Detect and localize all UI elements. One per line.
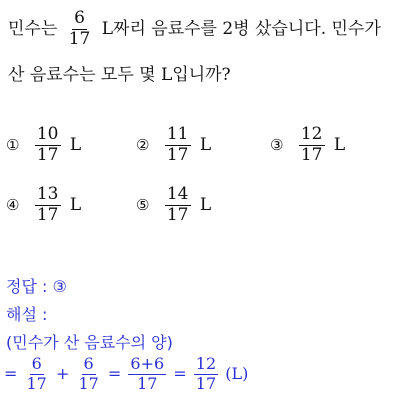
fraction-numerator: 6 (31, 354, 42, 373)
option-marker: ⑤ (136, 195, 150, 214)
option-3[interactable] (270, 126, 345, 165)
option-unit: L (333, 134, 346, 155)
fraction-numerator: 11 (166, 124, 189, 144)
option-fraction (165, 186, 191, 225)
calc-fraction-3 (128, 356, 166, 393)
fraction-denominator: 17 (78, 373, 99, 393)
question-fraction (67, 10, 93, 49)
option-5[interactable] (136, 186, 211, 225)
fraction-denominator: 17 (195, 373, 217, 393)
fraction-denominator: 17 (36, 204, 59, 225)
fraction-numerator: 6+6 (130, 354, 165, 373)
equals-sign: = (173, 363, 187, 383)
equals-sign: = (4, 363, 18, 383)
option-fraction (299, 126, 325, 165)
option-unit: L (69, 194, 82, 215)
fraction-numerator: 6 (74, 8, 85, 28)
calculation-line (4, 356, 248, 393)
question-line-2 (8, 60, 231, 85)
answer-value: ③ (52, 277, 67, 296)
option-4[interactable] (6, 186, 81, 225)
answer-line (6, 274, 67, 297)
fraction-denominator: 17 (36, 144, 59, 165)
calc-fraction-2 (76, 356, 100, 393)
option-marker: ③ (270, 135, 284, 154)
equals-sign: = (107, 363, 122, 383)
fraction-numerator: 13 (36, 184, 59, 204)
option-fraction (35, 186, 61, 225)
explanation-label: 해설 : (6, 305, 48, 324)
option-unit: L (199, 134, 212, 155)
option-fraction (35, 126, 61, 165)
unit-label: (L) (225, 363, 249, 383)
fraction-numerator: 12 (300, 124, 323, 144)
option-1[interactable] (6, 126, 81, 165)
fraction-numerator: 12 (195, 354, 217, 373)
fraction-denominator: 17 (26, 373, 47, 393)
fraction-numerator: 14 (166, 184, 189, 204)
calc-fraction-1 (25, 356, 49, 393)
answer-label: 정답 : (6, 277, 53, 296)
fraction-numerator: 6 (83, 354, 94, 373)
option-unit: L (69, 134, 82, 155)
fraction-denominator: 17 (68, 28, 91, 49)
fraction-numerator: 10 (36, 124, 59, 144)
fraction-denominator: 17 (137, 373, 158, 393)
question-text-line2: 산 음료수는 모두 몇 L입니까? (8, 65, 231, 85)
option-2[interactable] (136, 126, 211, 165)
question-text-after: L짜리 음료수를 2병 샀습니다. 민수가 (101, 18, 381, 39)
question-text-before: 민수는 (8, 18, 58, 39)
fraction-denominator: 17 (300, 144, 323, 165)
question-line-1 (8, 10, 381, 49)
explanation-line: (민수가 산 음료수의 양) (6, 333, 173, 352)
calc-fraction-4 (194, 356, 218, 393)
option-unit: L (199, 194, 212, 215)
option-marker: ② (136, 135, 150, 154)
fraction-denominator: 17 (166, 204, 189, 225)
option-fraction (165, 126, 191, 165)
option-marker: ① (6, 135, 20, 154)
fraction-denominator: 17 (166, 144, 189, 165)
option-marker: ④ (6, 195, 20, 214)
plus-sign: + (55, 363, 70, 383)
